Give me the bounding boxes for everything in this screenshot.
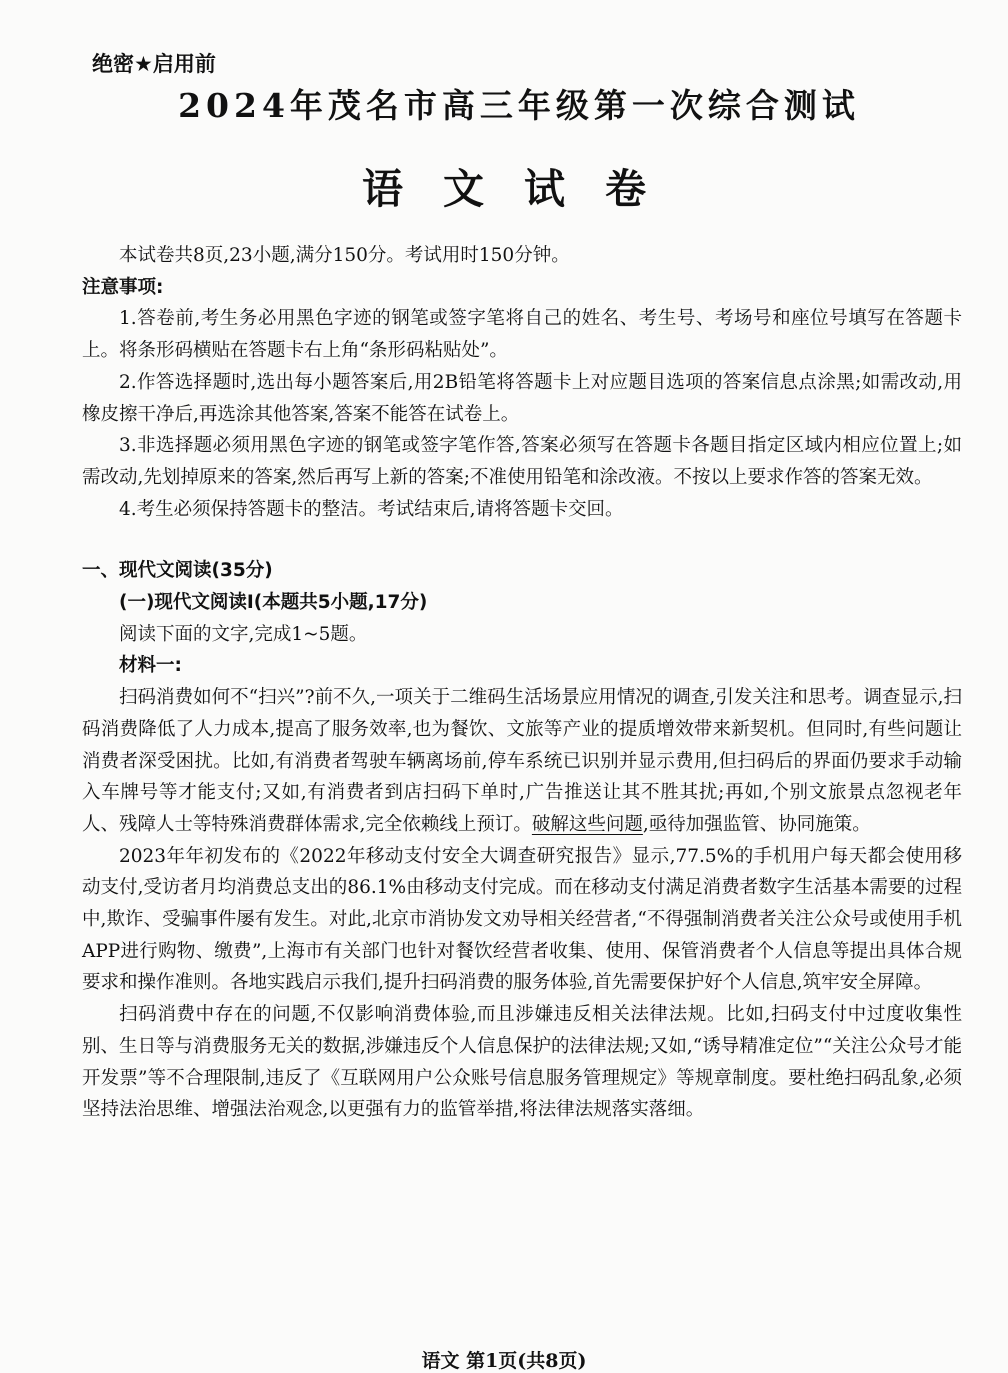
notice-item-3: 3.非选择题必须用黑色字迹的钢笔或签字笔作答,答案必须写在答题卡各题目指定区域内相应位置上;如需改动,先划掉原来的答案,然后再写上新的答案;不准使用铅笔和涂改液。不按以上要求作答的答案无效。 bbox=[82, 435, 962, 488]
underlined-phrase: 破解这些问题 bbox=[531, 813, 643, 835]
confidential-label: 绝密★启用前 bbox=[92, 52, 216, 76]
section-title: 一、现代文阅读(35分) bbox=[82, 560, 273, 582]
paragraph-text: ,亟待加强监管、协同施策。 bbox=[642, 813, 871, 835]
exam-title: 2024年茂名市高三年级第一次综合测试 bbox=[178, 86, 860, 125]
section-subtitle: (一)现代文阅读Ⅰ(本题共5小题,17分) bbox=[119, 592, 428, 614]
exam-intro: 本试卷共8页,23小题,满分150分。考试用时150分钟。 bbox=[119, 245, 570, 266]
notice-item-4: 4.考生必须保持答题卡的整洁。考试结束后,请将答题卡交回。 bbox=[119, 498, 624, 520]
reading-instruction: 阅读下面的文字,完成1~5题。 bbox=[119, 623, 368, 645]
material-label: 材料一: bbox=[119, 655, 182, 677]
paragraph-text: 扫码消费如何不“扫兴”?前不久,一项关于二维码生活场景应用情况的调查,引发关注和思考。调查显示,扫码消费降低了人力成本,提高了服务效率,也为餐饮、文旅等产业的提质增效带来新契机。但同时,有些问题让消费者深受困扰。比如,有消费者驾驶车辆离场前,停车系统已识别并显示费用,但扫码后的界面仍要求手动输入车牌号等才能支付;又如,有消费者到店扫码下单时,广告推送让其不胜其扰;再如,个别文旅景点忽视老年人、残障人士等特殊消费群体需求,完全依赖线上预订。 bbox=[82, 687, 962, 835]
material-paragraph-1 bbox=[82, 682, 962, 841]
material-paragraph-2: 2023年年初发布的《2022年移动支付安全大调查研究报告》显示,77.5%的手机用户每天都会使用移动支付,受访者月均消费总支出的86.1%由移动支付完成。而在移动支付满足消费者数字生活基本需要的过程中,欺诈、受骗事件屡有发生。对此,北京市消协发文劝导相关经营者,“不得强制消费者关注公众号或使用手机APP进行购物、缴费”,上海市有关部门也针对餐饮经营者收集、使用、保管消费者个人信息等提出具体合规要求和操作准则。各地实践启示我们,提升扫码消费的服务体验,首先需要保护好个人信息,筑牢安全屏障。 bbox=[82, 845, 962, 994]
page-content bbox=[82, 240, 962, 1126]
notice-title: 注意事项: bbox=[82, 276, 164, 298]
page-footer: 语文 第1页(共8页) bbox=[421, 1350, 587, 1372]
notice-item-1: 1.答卷前,考生务必用黑色字迹的钢笔或签字笔将自己的姓名、考生号、考场号和座位号填写在答题卡上。将条形码横贴在答题卡右上角“条形码粘贴处”。 bbox=[82, 308, 962, 362]
notice-item-2: 2.作答选择题时,选出每小题答案后,用2B铅笔将答题卡上对应题目选项的答案信息点涂黑;如需改动,用橡皮擦干净后,再选涂其他答案,答案不能答在试卷上。 bbox=[82, 371, 962, 425]
material-paragraph-3: 扫码消费中存在的问题,不仅影响消费体验,而且涉嫌违反相关法律法规。比如,扫码支付中过度收集性别、生日等与消费服务无关的数据,涉嫌违反个人信息保护的法律法规;又如,“诱导精准定位”“关注公众号才能开发票”等不合理限制,违反了《互联网用户公众账号信息服务管理规定》等规章制度。要杜绝扫码乱象,必须坚持法治思维、增强法治观念,以更强有力的监管举措,将法律法规落实落细。 bbox=[82, 1004, 962, 1121]
subject-title: 语文试卷 bbox=[362, 165, 686, 213]
